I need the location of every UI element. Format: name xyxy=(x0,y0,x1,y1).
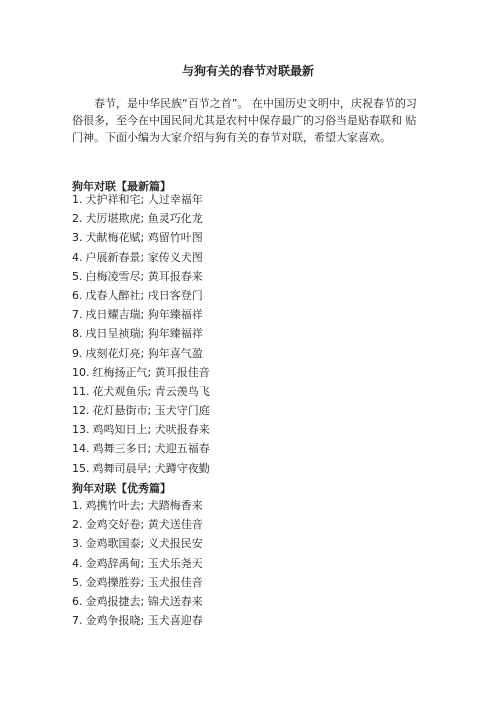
list-item: 7. 金鸡争报晓; 玉犬喜迎春 xyxy=(72,614,203,628)
list-item: 13. 鸡鸣知日上; 犬吠报春来 xyxy=(72,423,210,437)
list-item: 3. 金鸡歌国泰; 义犬报民安 xyxy=(72,537,203,551)
intro-paragraph: 春节，是中华民族“百节之首”。 在中国历史文明中，庆祝春节的习俗很多，至今在中国民间尤其是农村中保存最广的习俗当是贴春联和 贴门神。下面小编为大家介绍与狗有关的春节对联，希望大家喜欢。 xyxy=(72,97,417,144)
list-item: 4. 户展新春景; 家传义犬图 xyxy=(72,250,203,264)
list-item: 3. 犬献梅花赋; 鸡留竹叶图 xyxy=(72,231,203,245)
list-item: 8. 戌日呈祯瑞; 狗年臻福祥 xyxy=(72,327,203,341)
list-item: 4. 金鸡辞禹甸; 玉犬乐尧天 xyxy=(72,556,203,570)
list-item: 1. 鸡携竹叶去; 犬踏梅香来 xyxy=(72,499,203,512)
list-item: 9. 戌刻花灯亮; 狗年喜气盈 xyxy=(72,346,203,360)
list-item: 2. 犬厉堪欺虎; 鱼灵巧化龙 xyxy=(72,212,203,226)
couplet-list-latest xyxy=(72,190,210,478)
list-item: 6. 戊春人醉社; 戌日客登门 xyxy=(72,288,203,302)
section-heading-latest: 狗年对联【最新篇】 xyxy=(72,180,171,193)
couplet-list-excellent xyxy=(72,496,203,630)
list-item: 10. 红梅扬正气; 黄耳报佳音 xyxy=(72,365,210,379)
list-item: 5. 金鸡擽胜券; 玉犬报佳音 xyxy=(72,575,203,589)
list-item: 12. 花灯悬街市; 玉犬守门庭 xyxy=(72,404,210,418)
list-item: 7. 戌日耀吉瑞; 狗年臻福祥 xyxy=(72,308,203,322)
list-item: 5. 白梅凌雪尽; 黄耳报春来 xyxy=(72,269,203,283)
list-item: 6. 金鸡报捷去; 锦犬送春来 xyxy=(72,594,203,608)
list-item: 15. 鸡舞司晨早; 犬蹲守夜勤 xyxy=(72,461,210,475)
list-item: 14. 鸡舞三多日; 犬迎五福春 xyxy=(72,442,210,456)
list-item: 2. 金鸡交好卷; 黄犬送佳音 xyxy=(72,518,203,532)
list-item: 1. 犬护祥和宅; 人过幸福年 xyxy=(72,193,203,206)
section-heading-excellent: 狗年对联【优秀篇】 xyxy=(72,482,171,495)
document-title: 与狗有关的春节对联最新 xyxy=(181,64,314,78)
list-item: 11. 花犬观鱼乐; 青云羡鸟飞 xyxy=(72,384,210,398)
